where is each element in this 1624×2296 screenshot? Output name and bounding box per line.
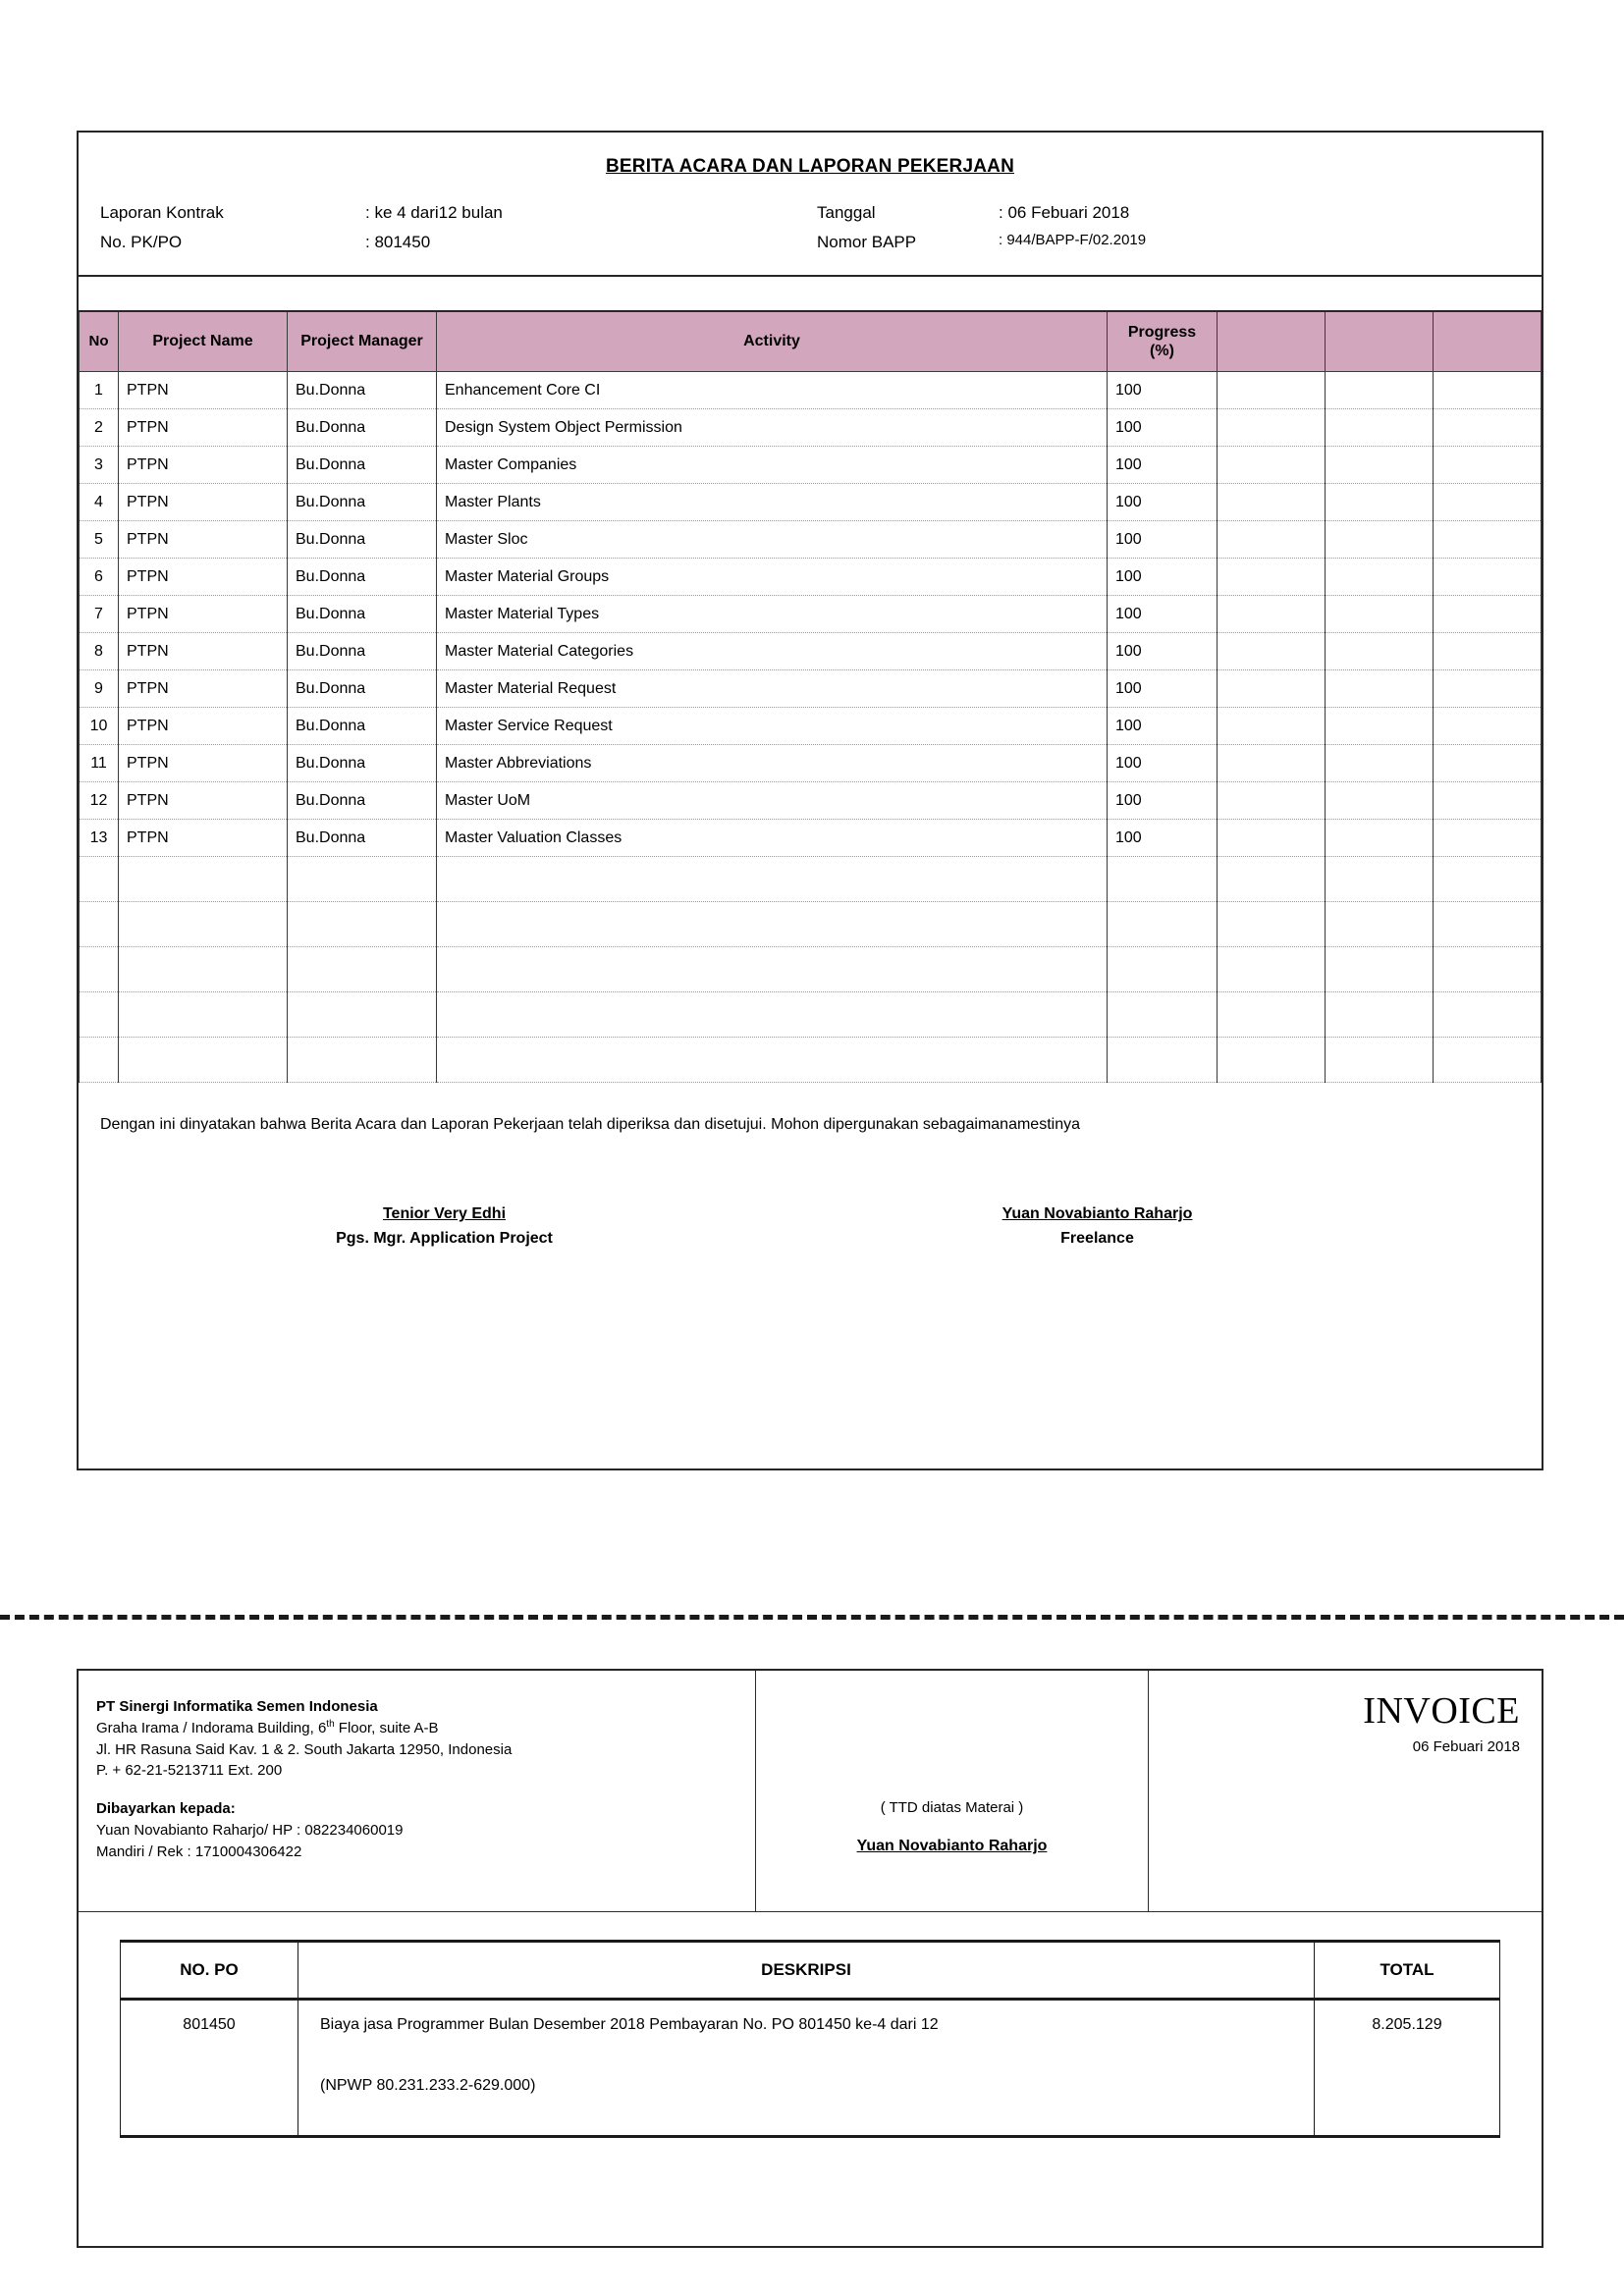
company-name: PT Sinergi Informatika Semen Indonesia xyxy=(96,1698,378,1715)
cell-project-name: PTPN xyxy=(119,559,288,596)
value-nomor-bapp: : 944/BAPP-F/02.2019 xyxy=(999,232,1147,249)
invoice-line-items-table xyxy=(120,1940,1500,2138)
cell-empty xyxy=(288,902,437,947)
ttd-wrapper xyxy=(756,1796,1148,1855)
cell-progress: 100 xyxy=(1108,409,1218,447)
cell-empty xyxy=(437,992,1108,1038)
cell-empty xyxy=(1218,947,1326,992)
cell-extra-1 xyxy=(1218,372,1326,409)
cell-project-name: PTPN xyxy=(119,670,288,708)
cell-extra-3 xyxy=(1434,633,1542,670)
cell-empty xyxy=(288,992,437,1038)
value-laporan-kontrak: : ke 4 dari12 bulan xyxy=(365,203,503,222)
cell-extra-3 xyxy=(1434,670,1542,708)
company-address-line-1 xyxy=(96,1718,755,1739)
invoice-lines-wrapper xyxy=(79,1912,1542,2138)
cell-activity: Enhancement Core CI xyxy=(437,372,1108,409)
value-tanggal: : 06 Febuari 2018 xyxy=(999,203,1130,222)
col-header-progress xyxy=(1108,311,1218,372)
table-row xyxy=(80,782,1542,820)
cell-extra-2 xyxy=(1326,820,1434,857)
ttd-label: ( TTD diatas Materai ) xyxy=(880,1799,1024,1816)
cell-empty xyxy=(1434,1038,1542,1083)
invoice-table-header-row xyxy=(121,1942,1500,2000)
bapp-meta-grid xyxy=(79,202,1542,253)
invoice-cell-deskripsi xyxy=(298,2000,1315,2137)
cell-empty xyxy=(437,857,1108,902)
cell-progress: 100 xyxy=(1108,484,1218,521)
cell-extra-3 xyxy=(1434,409,1542,447)
cell-activity: Master Material Types xyxy=(437,596,1108,633)
cell-no: 6 xyxy=(80,559,119,596)
table-row xyxy=(80,559,1542,596)
cell-extra-2 xyxy=(1326,447,1434,484)
invoice-header-row xyxy=(79,1671,1542,1912)
signature-block-left xyxy=(79,1202,771,1252)
table-row xyxy=(80,745,1542,782)
cell-empty xyxy=(1434,992,1542,1038)
cell-project-name: PTPN xyxy=(119,633,288,670)
cell-project-name: PTPN xyxy=(119,596,288,633)
table-row xyxy=(80,633,1542,670)
activity-table-body xyxy=(80,372,1542,1083)
table-row xyxy=(80,820,1542,857)
cell-extra-2 xyxy=(1326,559,1434,596)
cell-empty xyxy=(437,947,1108,992)
cell-empty xyxy=(1326,1038,1434,1083)
cell-project-name: PTPN xyxy=(119,447,288,484)
cell-empty xyxy=(1218,902,1326,947)
pay-to-recipient: Yuan Novabianto Raharjo/ HP : 082234060019 xyxy=(96,1821,404,1839)
cell-progress: 100 xyxy=(1108,447,1218,484)
cell-empty xyxy=(1326,857,1434,902)
meta-divider-rule xyxy=(79,275,1542,310)
cell-empty xyxy=(1108,857,1218,902)
cell-extra-2 xyxy=(1326,521,1434,559)
signature-role-left: Pgs. Mgr. Application Project xyxy=(336,1229,553,1247)
cell-no: 1 xyxy=(80,372,119,409)
cell-activity: Master Material Categories xyxy=(437,633,1108,670)
cell-extra-3 xyxy=(1434,447,1542,484)
cell-project-manager: Bu.Donna xyxy=(288,708,437,745)
cell-extra-2 xyxy=(1326,670,1434,708)
company-address-line-2: Jl. HR Rasuna Said Kav. 1 & 2. South Jakarta 12950, Indonesia xyxy=(96,1740,513,1758)
cell-activity: Master Abbreviations xyxy=(437,745,1108,782)
address-line1-post: Floor, suite A-B xyxy=(334,1719,439,1736)
table-row xyxy=(80,447,1542,484)
col-header-progress-line2: (%) xyxy=(1150,342,1174,359)
table-row xyxy=(80,521,1542,559)
cell-extra-1 xyxy=(1218,708,1326,745)
col-header-activity: Activity xyxy=(437,311,1108,372)
cell-no: 5 xyxy=(80,521,119,559)
invoice-table-body xyxy=(121,2000,1500,2137)
cell-project-manager: Bu.Donna xyxy=(288,820,437,857)
invoice-company-cell xyxy=(79,1671,756,1911)
cell-extra-2 xyxy=(1326,409,1434,447)
invoice-document-block xyxy=(77,1669,1543,2248)
invoice-date: 06 Febuari 2018 xyxy=(1412,1738,1520,1755)
cell-project-name: PTPN xyxy=(119,782,288,820)
cell-extra-2 xyxy=(1326,708,1434,745)
cell-extra-1 xyxy=(1218,484,1326,521)
cell-extra-1 xyxy=(1218,820,1326,857)
cell-extra-1 xyxy=(1218,596,1326,633)
label-no-pkpo: No. PK/PO xyxy=(100,233,183,252)
signature-role-right: Freelance xyxy=(1060,1229,1134,1247)
cell-no: 12 xyxy=(80,782,119,820)
cell-activity: Master Material Request xyxy=(437,670,1108,708)
cell-project-manager: Bu.Donna xyxy=(288,447,437,484)
dashed-cut-line xyxy=(0,1615,1624,1620)
cell-empty xyxy=(437,1038,1108,1083)
cell-extra-3 xyxy=(1434,820,1542,857)
cell-empty xyxy=(119,857,288,902)
cell-activity: Master Valuation Classes xyxy=(437,820,1108,857)
cell-extra-1 xyxy=(1218,670,1326,708)
pay-to-bank-account: Mandiri / Rek : 1710004306422 xyxy=(96,1842,302,1860)
cell-progress: 100 xyxy=(1108,596,1218,633)
cell-extra-1 xyxy=(1218,745,1326,782)
cell-extra-3 xyxy=(1434,782,1542,820)
cell-empty xyxy=(119,1038,288,1083)
cell-empty xyxy=(1434,857,1542,902)
cell-empty xyxy=(1326,947,1434,992)
cell-activity: Master Sloc xyxy=(437,521,1108,559)
cell-empty xyxy=(1218,857,1326,902)
pay-to-label: Dibayarkan kepada: xyxy=(96,1800,236,1817)
cell-project-manager: Bu.Donna xyxy=(288,633,437,670)
value-no-pkpo: : 801450 xyxy=(365,233,431,252)
cell-project-name: PTPN xyxy=(119,745,288,782)
cell-project-manager: Bu.Donna xyxy=(288,745,437,782)
cell-no: 4 xyxy=(80,484,119,521)
cell-activity: Master Plants xyxy=(437,484,1108,521)
cell-extra-1 xyxy=(1218,782,1326,820)
invoice-col-header-no-po: NO. PO xyxy=(121,1942,298,2000)
cell-project-manager: Bu.Donna xyxy=(288,372,437,409)
cell-empty xyxy=(288,1038,437,1083)
cell-progress: 100 xyxy=(1108,521,1218,559)
invoice-signature-cell xyxy=(756,1671,1149,1911)
table-row xyxy=(80,596,1542,633)
table-row-empty xyxy=(80,992,1542,1038)
cell-project-name: PTPN xyxy=(119,708,288,745)
cell-empty xyxy=(80,857,119,902)
cell-empty xyxy=(1326,992,1434,1038)
cell-extra-1 xyxy=(1218,521,1326,559)
cell-extra-2 xyxy=(1326,484,1434,521)
cell-progress: 100 xyxy=(1108,633,1218,670)
cell-extra-3 xyxy=(1434,745,1542,782)
cell-no: 2 xyxy=(80,409,119,447)
col-header-progress-line1: Progress xyxy=(1127,323,1197,341)
table-row xyxy=(80,670,1542,708)
cell-empty xyxy=(1326,902,1434,947)
col-header-project-name: Project Name xyxy=(119,311,288,372)
label-nomor-bapp: Nomor BAPP xyxy=(817,233,917,252)
cell-project-name: PTPN xyxy=(119,820,288,857)
approval-statement: Dengan ini dinyatakan bahwa Berita Acara dan Laporan Pekerjaan telah diperiksa dan disetujui. Mohon dipergunakan sebagaimanamestinya xyxy=(100,1116,1080,1133)
invoice-title-cell xyxy=(1149,1671,1542,1911)
signature-name-right: Yuan Novabianto Raharjo xyxy=(1001,1205,1193,1222)
ttd-signer-name: Yuan Novabianto Raharjo xyxy=(856,1838,1048,1854)
cell-no: 13 xyxy=(80,820,119,857)
cell-progress: 100 xyxy=(1108,782,1218,820)
cell-progress: 100 xyxy=(1108,820,1218,857)
table-row xyxy=(80,372,1542,409)
table-row-empty xyxy=(80,902,1542,947)
cell-extra-2 xyxy=(1326,633,1434,670)
table-row xyxy=(80,484,1542,521)
label-laporan-kontrak: Laporan Kontrak xyxy=(100,203,224,222)
cell-empty xyxy=(1218,1038,1326,1083)
table-row xyxy=(80,409,1542,447)
signature-row xyxy=(79,1202,1542,1252)
cell-empty xyxy=(119,902,288,947)
cell-extra-3 xyxy=(1434,559,1542,596)
col-header-extra-3 xyxy=(1434,311,1542,372)
cell-progress: 100 xyxy=(1108,670,1218,708)
cell-no: 11 xyxy=(80,745,119,782)
cell-project-manager: Bu.Donna xyxy=(288,596,437,633)
cell-activity: Master Material Groups xyxy=(437,559,1108,596)
col-header-extra-1 xyxy=(1218,311,1326,372)
signature-block-right xyxy=(771,1202,1542,1252)
cell-project-manager: Bu.Donna xyxy=(288,670,437,708)
cell-empty xyxy=(288,947,437,992)
cell-activity: Master UoM xyxy=(437,782,1108,820)
col-header-extra-2 xyxy=(1326,311,1434,372)
invoice-cell-total: 8.205.129 xyxy=(1315,2000,1500,2137)
cell-no: 7 xyxy=(80,596,119,633)
cell-extra-3 xyxy=(1434,521,1542,559)
cell-extra-3 xyxy=(1434,484,1542,521)
cell-project-manager: Bu.Donna xyxy=(288,409,437,447)
cell-empty xyxy=(80,992,119,1038)
cell-no: 8 xyxy=(80,633,119,670)
cell-project-name: PTPN xyxy=(119,372,288,409)
cell-activity: Master Companies xyxy=(437,447,1108,484)
cell-empty xyxy=(119,992,288,1038)
cell-empty xyxy=(1108,947,1218,992)
invoice-cell-no-po: 801450 xyxy=(121,2000,298,2137)
col-header-no: No xyxy=(80,311,119,372)
cell-progress: 100 xyxy=(1108,559,1218,596)
cell-project-name: PTPN xyxy=(119,484,288,521)
address-line1-ordinal: th xyxy=(326,1718,335,1730)
bapp-title: BERITA ACARA DAN LAPORAN PEKERJAAN xyxy=(605,156,1014,177)
cell-empty xyxy=(1108,1038,1218,1083)
cell-progress: 100 xyxy=(1108,372,1218,409)
cell-extra-2 xyxy=(1326,372,1434,409)
bapp-document-block xyxy=(77,131,1543,1470)
cell-extra-3 xyxy=(1434,596,1542,633)
cell-no: 3 xyxy=(80,447,119,484)
company-spacer xyxy=(96,1782,755,1798)
cell-no: 10 xyxy=(80,708,119,745)
cell-empty xyxy=(1218,992,1326,1038)
cell-extra-2 xyxy=(1326,782,1434,820)
cell-extra-3 xyxy=(1434,708,1542,745)
cell-empty xyxy=(80,1038,119,1083)
cell-extra-1 xyxy=(1218,409,1326,447)
cell-empty xyxy=(1434,947,1542,992)
invoice-line-row xyxy=(121,2000,1500,2137)
cell-empty xyxy=(1108,902,1218,947)
cell-empty xyxy=(80,947,119,992)
cell-project-manager: Bu.Donna xyxy=(288,484,437,521)
invoice-description-text: Biaya jasa Programmer Bulan Desember 2018 Pembayaran No. PO 801450 ke-4 dari 12 xyxy=(320,2016,939,2033)
label-tanggal: Tanggal xyxy=(817,203,876,222)
cell-extra-2 xyxy=(1326,745,1434,782)
cell-extra-3 xyxy=(1434,372,1542,409)
cell-project-name: PTPN xyxy=(119,409,288,447)
table-row-empty xyxy=(80,857,1542,902)
invoice-col-header-deskripsi: DESKRIPSI xyxy=(298,1942,1315,2000)
cell-extra-1 xyxy=(1218,633,1326,670)
invoice-col-header-total: TOTAL xyxy=(1315,1942,1500,2000)
cell-empty xyxy=(1434,902,1542,947)
address-line1-pre: Graha Irama / Indorama Building, 6 xyxy=(96,1719,327,1736)
cell-progress: 100 xyxy=(1108,745,1218,782)
cell-extra-1 xyxy=(1218,559,1326,596)
col-header-project-manager: Project Manager xyxy=(288,311,437,372)
cell-project-name: PTPN xyxy=(119,521,288,559)
cell-project-manager: Bu.Donna xyxy=(288,521,437,559)
cell-empty xyxy=(1108,992,1218,1038)
cell-project-manager: Bu.Donna xyxy=(288,559,437,596)
table-row xyxy=(80,708,1542,745)
cell-extra-2 xyxy=(1326,596,1434,633)
cell-no: 9 xyxy=(80,670,119,708)
table-row-empty xyxy=(80,1038,1542,1083)
activity-table-header-row xyxy=(80,311,1542,372)
cell-empty xyxy=(80,902,119,947)
invoice-npwp-text: (NPWP 80.231.233.2-629.000) xyxy=(320,2077,536,2094)
cell-project-manager: Bu.Donna xyxy=(288,782,437,820)
invoice-heading: INVOICE xyxy=(1363,1690,1520,1732)
signature-name-left: Tenior Very Edhi xyxy=(382,1205,507,1222)
activity-table xyxy=(79,310,1542,1084)
cell-empty xyxy=(288,857,437,902)
cell-empty xyxy=(119,947,288,992)
cell-empty xyxy=(437,902,1108,947)
table-row-empty xyxy=(80,947,1542,992)
cell-activity: Design System Object Permission xyxy=(437,409,1108,447)
company-phone: P. + 62-21-5213711 Ext. 200 xyxy=(96,1762,283,1780)
cell-activity: Master Service Request xyxy=(437,708,1108,745)
cell-progress: 100 xyxy=(1108,708,1218,745)
cell-extra-1 xyxy=(1218,447,1326,484)
